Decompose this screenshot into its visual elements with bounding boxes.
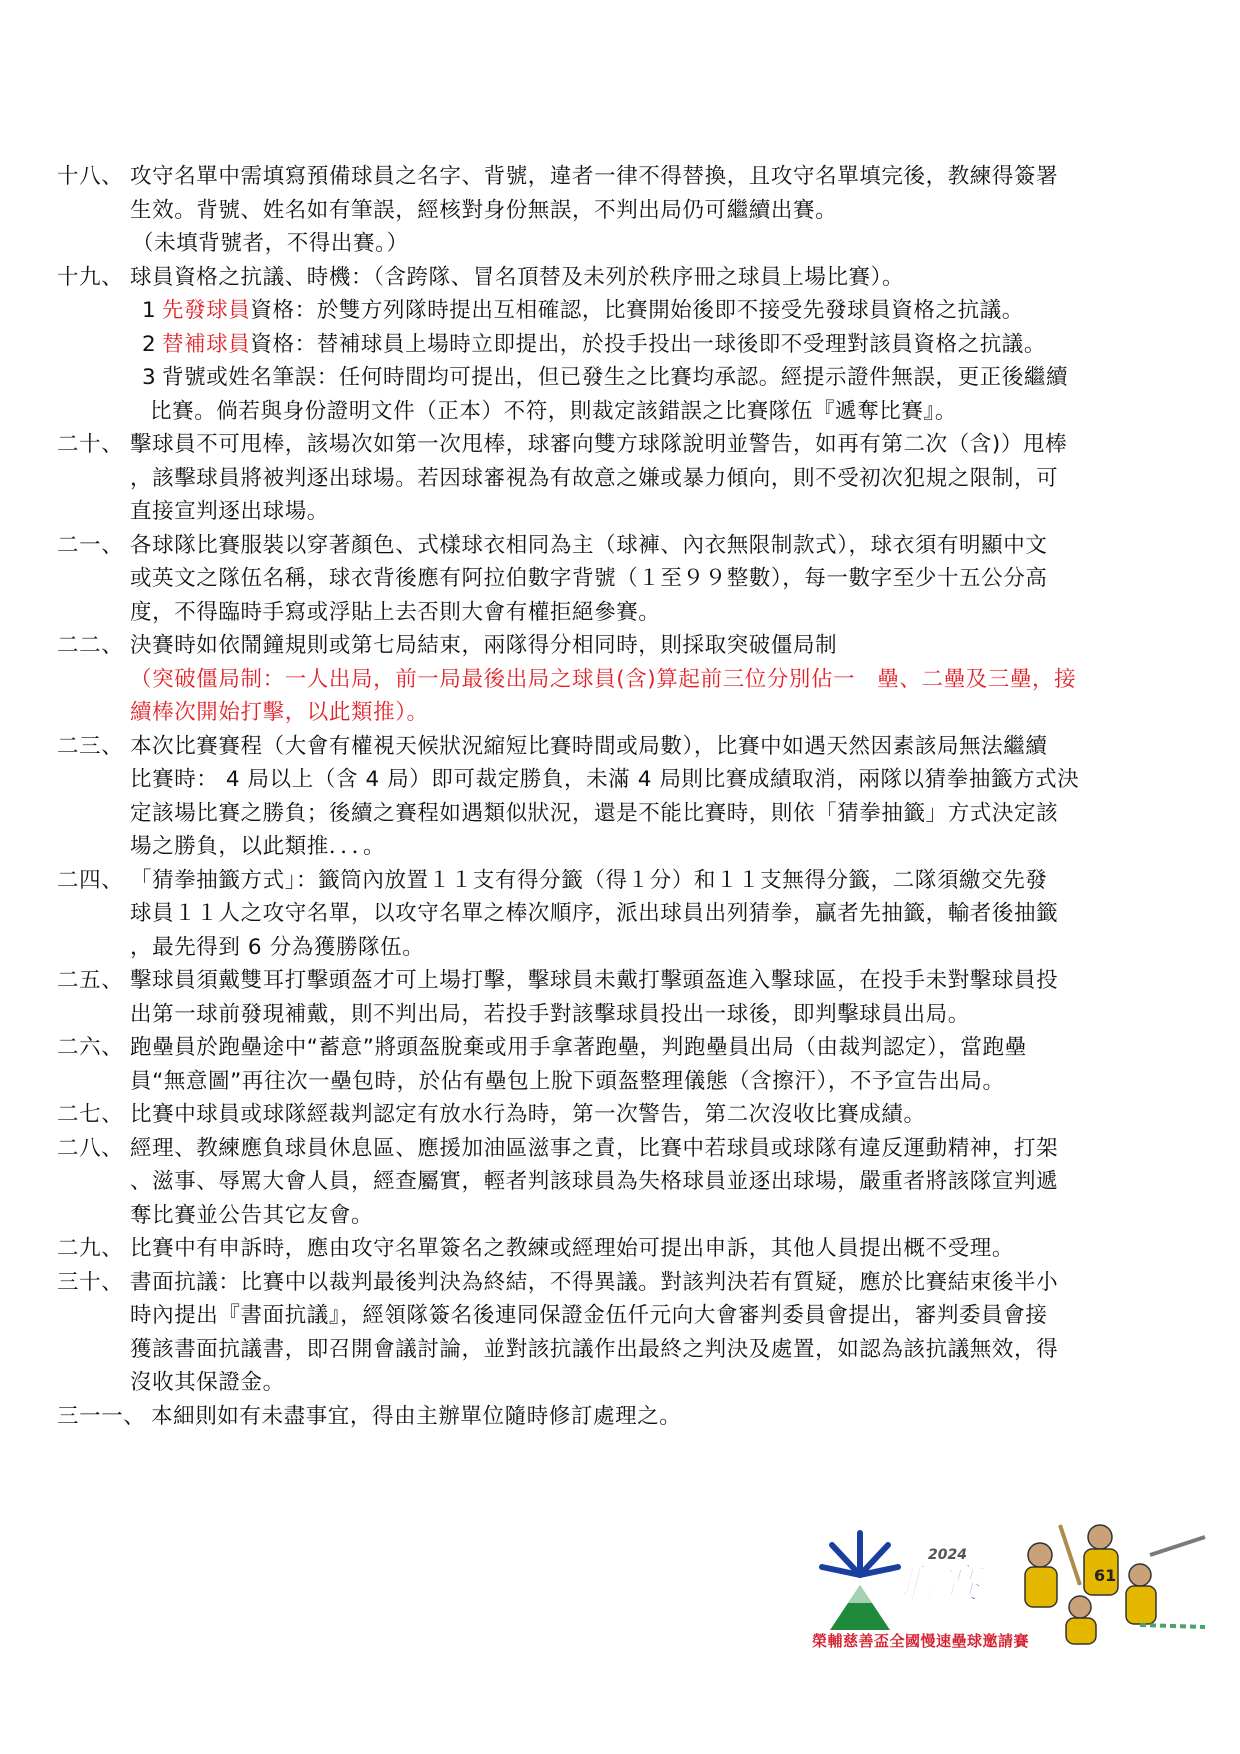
tiebreak-note: （突破僵局制：一人出局，前一局最後出局之球員(含)算起前三位分別佔一 壘、二壘及三壘，接 xyxy=(130,666,1077,692)
rule-line: 球員資格之抗議、時機：（含跨隊、冒名頂替及未列於秩序冊之球員上場比賽）。 xyxy=(130,264,905,290)
rule-line: 各球隊比賽服裝以穿著顏色、式樣球衣相同為主（球褲、內衣無限制款式），球衣須有明顯中文 xyxy=(130,532,1048,558)
sunburst-icon xyxy=(822,1533,898,1575)
rule-26 xyxy=(57,1031,1187,1098)
rule-line: ，該擊球員將被判逐出球場。若因球審視為有故意之嫌或暴力傾向，則不受初次犯規之限制，可 xyxy=(130,465,1059,491)
rule-31 xyxy=(57,1400,1187,1434)
rule-line: 員“無意圖”再往次一壘包時，於佔有壘包上脫下頭盔整理儀態（含擦汗），不予宣告出局。 xyxy=(130,1068,1005,1094)
rule-line: 擊球員不可甩棒，該場次如第一次甩棒，球審向雙方球隊說明並警告，如再有第二次（含)）甩棒 xyxy=(130,432,1068,457)
rule-line: 沒收其保證金。 xyxy=(130,1370,285,1395)
rule-18 xyxy=(57,160,1187,261)
sub-text: 資格：替補球員上場時立即提出，於投手投出一球後即不受理對該員資格之抗議。 xyxy=(250,331,1047,357)
logo-year: 2024 xyxy=(928,1547,967,1563)
rule-number: 二四、 xyxy=(57,867,124,893)
rule-line: 經理、教練應負球員休息區、應援加油區滋事之責，比賽中若球員或球隊有違反運動精神，打架 xyxy=(130,1135,1059,1161)
rule-29 xyxy=(57,1232,1187,1266)
highlight-text: 替補球員 xyxy=(162,331,251,357)
rule-number: 二三、 xyxy=(57,733,124,759)
rule-line: 比賽時： 4 局以上（含 4 局）即可裁定勝負，未滿 4 局則比賽成績取消，兩隊以猜拳抽籤方式決 xyxy=(130,767,1080,792)
rule-line: 決賽時如依鬧鐘規則或第七局結束，兩隊得分相同時，則採取突破僵局制 xyxy=(130,633,838,658)
rule-line: 定該場比賽之勝負；後續之賽程如遇類似狀況，還是不能比賽時，則依「猜拳抽籤」方式決定該 xyxy=(130,800,1059,826)
rule-number: 二一、 xyxy=(57,532,124,558)
rule-number: 二九、 xyxy=(57,1236,124,1261)
rule-20 xyxy=(57,428,1187,529)
rule-number: 二二、 xyxy=(57,633,124,658)
rule-number: 三十、 xyxy=(57,1269,124,1295)
rule-line: 出第一球前發現補戴，則不判出局，若投手對該擊球員投出一球後，即判擊球員出局。 xyxy=(130,1001,970,1027)
rule-number: 二五、 xyxy=(57,968,124,993)
rule-21 xyxy=(57,529,1187,630)
rule-line: 跑壘員於跑壘途中“蓄意”將頭盔脫棄或用手拿著跑壘，判跑壘員出局（由裁判認定），當跑壘 xyxy=(130,1035,1027,1060)
rule-line: 或英文之隊伍名稱，球衣背後應有阿拉伯數字背號（１至９９整數），每一數字至少十五公分高 xyxy=(130,566,1048,591)
sub-number: 1 xyxy=(142,298,157,323)
rule-number: 二七、 xyxy=(57,1102,124,1127)
sub-item xyxy=(130,361,1187,395)
rules-document xyxy=(57,160,1187,1433)
highlight-text: 先發球員 xyxy=(162,298,251,323)
rule-line: 書面抗議：比賽中以裁判最後判決為終結，不得異議。對該判決若有質疑，應於比賽結束後半小 xyxy=(130,1269,1059,1295)
rule-line: 生效。背號、姓名如有筆誤，經核對身份無誤，不判出局仍可繼續出賽。 xyxy=(130,197,838,223)
sub-item xyxy=(130,328,1187,362)
rule-line: 球員１１人之攻守名單，以攻守名單之棒次順序，派出球員出列猜拳，贏者先抽籤，輸者後抽籤 xyxy=(130,901,1059,926)
logo-title: 聯賽 xyxy=(900,1561,980,1607)
rule-line: 奪比賽並公告其它友會。 xyxy=(130,1202,374,1228)
rule-line: 場之勝負，以此類推．．．。 xyxy=(130,834,386,859)
rule-line: 獲該書面抗議書，即召開會議討論，並對該抗議作出最終之判決及處置，如認為該抗議無效，得 xyxy=(130,1336,1059,1362)
rule-number: 二六、 xyxy=(57,1035,124,1060)
rule-24 xyxy=(57,864,1187,965)
rule-number: 十八、 xyxy=(57,164,124,189)
rule-line: 時內提出『書面抗議』，經領隊簽名後連同保證金伍仟元向大會審判委員會提出，審判委員會接 xyxy=(130,1303,1048,1328)
rule-23 xyxy=(57,730,1187,864)
rule-note: （未填背號者，不得出賽。） xyxy=(132,231,409,256)
jersey-number: 61 xyxy=(1094,1566,1117,1585)
rule-30 xyxy=(57,1266,1187,1400)
sub-number: 3 xyxy=(142,365,157,390)
rule-27 xyxy=(57,1098,1187,1132)
rule-number: 二八、 xyxy=(57,1135,124,1161)
rule-line: 直接宣判逐出球場。 xyxy=(130,499,329,524)
rule-line: 「猜拳抽籤方式」：籤筒內放置１１支有得分籤（得１分）和１１支無得分籤，二隊須繳交先發 xyxy=(130,867,1048,893)
rule-line: 擊球員須戴雙耳打擊頭盔才可上場打擊，擊球員未戴打擊頭盔進入擊球區，在投手未對擊球員投 xyxy=(130,968,1059,993)
rule-number: 十九、 xyxy=(57,264,124,290)
rule-number: 三一一、 xyxy=(57,1403,146,1429)
sub-text: 資格：於雙方列隊時提出互相確認，比賽開始後即不接受先發球員資格之抗議。 xyxy=(250,298,1024,323)
event-logo xyxy=(810,1515,1210,1645)
rule-line: 本細則如有未盡事宜，得由主辦單位隨時修訂處理之。 xyxy=(151,1403,682,1429)
rule-line: 度，不得臨時手寫或浮貼上去否則大會有權拒絕參賽。 xyxy=(130,599,661,625)
sub-item xyxy=(130,294,1187,328)
rule-line: 比賽中球員或球隊經裁判認定有放水行為時，第一次警告，第二次沒收比賽成績。 xyxy=(130,1102,926,1127)
rule-number: 二十、 xyxy=(57,432,124,457)
logo-graphic xyxy=(810,1515,1210,1645)
rule-28 xyxy=(57,1132,1187,1233)
tiebreak-note: 續棒次開始打擊，以此類推）。 xyxy=(130,700,429,725)
rule-line: ，最先得到 6 分為獲勝隊伍。 xyxy=(130,934,425,960)
sub-number: 2 xyxy=(142,331,157,357)
sub-text: 背號或姓名筆誤：任何時間均可提出，但已發生之比賽均承認。經提示證件無誤，更正後繼續 xyxy=(162,365,1069,390)
rule-line: 攻守名單中需填寫預備球員之名字、背號，違者一律不得替換，且攻守名單填完後，教練得簽署 xyxy=(130,164,1059,189)
rule-22 xyxy=(57,629,1187,730)
rule-19 xyxy=(57,261,1187,429)
rule-25 xyxy=(57,964,1187,1031)
sub-item-continued: 比賽。倘若與身份證明文件（正本）不符，則裁定該錯誤之比賽隊伍『遞奪比賽』。 xyxy=(150,398,957,424)
logo-caption: 榮輔慈善盃全國慢速壘球邀請賽 xyxy=(812,1632,1030,1650)
rule-line: 、滋事、辱罵大會人員，經查屬實，輕者判該球員為失格球員並逐出球場，嚴重者將該隊宣判遞 xyxy=(130,1169,1059,1194)
rule-line: 本次比賽賽程（大會有權視天候狀況縮短比賽時間或局數），比賽中如遇天然因素該局無法繼續 xyxy=(130,733,1048,759)
rule-line: 比賽中有申訴時，應由攻守名單簽名之教練或經理始可提出申訴，其他人員提出概不受理。 xyxy=(130,1236,1015,1261)
